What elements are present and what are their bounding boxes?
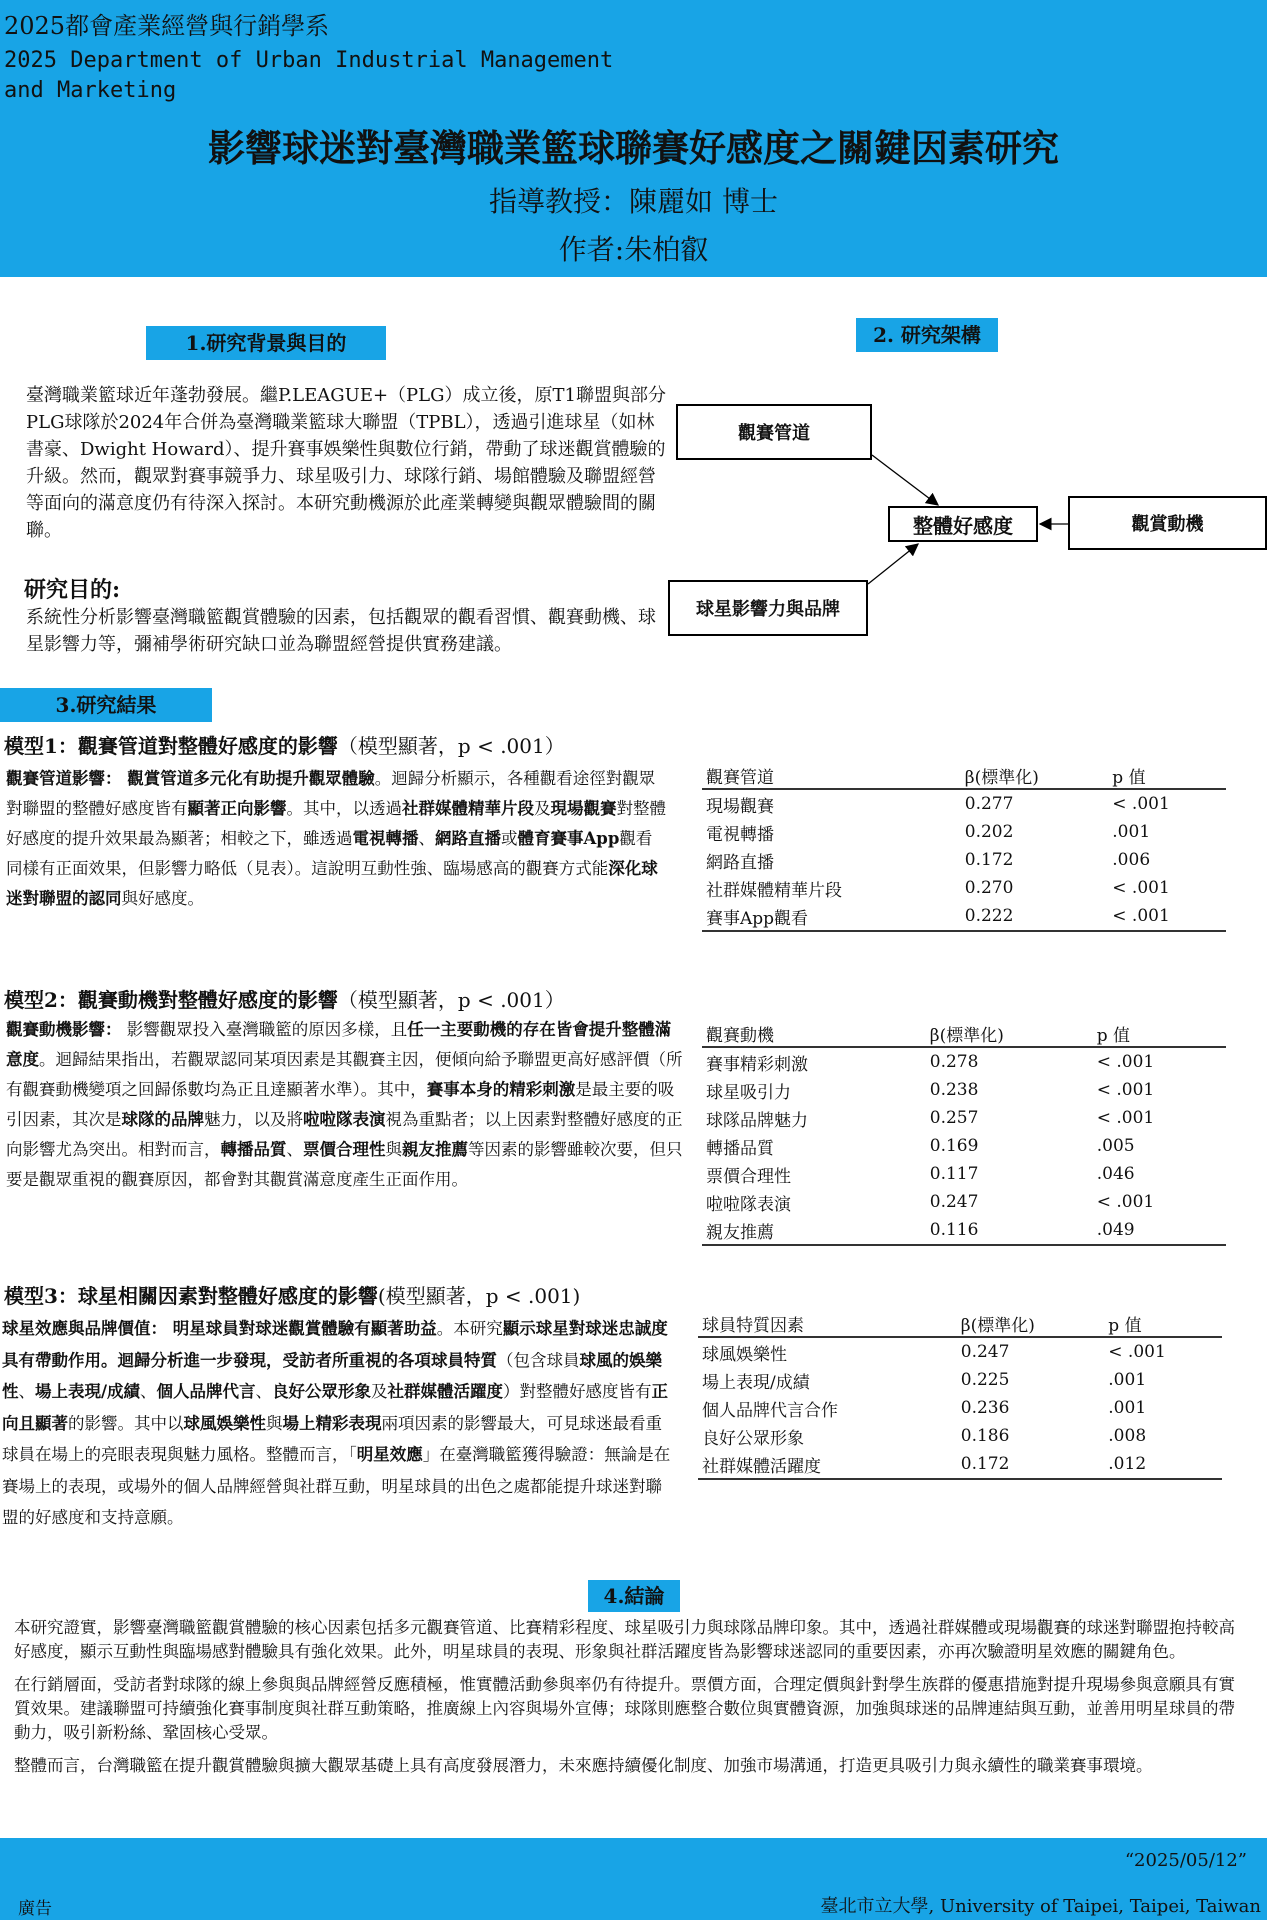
- model2-emph: 親友推薦: [402, 1140, 468, 1159]
- table-cell: < .001: [1108, 1342, 1166, 1362]
- model1-emph: 網路直播: [435, 829, 501, 848]
- table-cell: 場上表現/成績: [702, 1372, 810, 1393]
- table-header-cell: p 值: [1093, 1020, 1226, 1047]
- framework-box-motivation: 觀賞動機: [1068, 496, 1267, 550]
- model2-text-span: 與: [385, 1140, 402, 1159]
- model3-emph: 球風的娛樂性: [2, 1350, 662, 1401]
- conclusion-body: [14, 1616, 1250, 1787]
- table-cell: 0.172: [964, 850, 1014, 870]
- arrow-channel-to-overall: [872, 455, 938, 505]
- model3-text-span: 與: [266, 1413, 283, 1433]
- table-cell: 良好公眾形象: [702, 1428, 804, 1449]
- model2-text-span: 魅力，以及將: [204, 1110, 303, 1129]
- model3-emph: 球風娛樂性: [183, 1413, 266, 1433]
- model3-emph: 場上精彩表現: [282, 1413, 382, 1433]
- model3-text-span: 」在臺灣職籃獲得驗證：無論是在賽場上的表現，或場外的個人品牌經營與社群互動，明星球員的出色之處都能提升球迷對聯盟的好感度和支持意願。: [2, 1445, 671, 1527]
- table-cell: .046: [1096, 1164, 1135, 1184]
- model1-emph: 現場觀賽: [550, 799, 617, 818]
- table-cell: 賽事精彩刺激: [706, 1054, 808, 1075]
- table-header-cell: β(標準化): [926, 1020, 1093, 1047]
- poster-title: 影響球迷對臺灣職業籃球聯賽好感度之關鍵因素研究: [208, 126, 1059, 170]
- table-cell: 0.222: [961, 902, 1109, 931]
- model3-text-span: ）對整體好感度皆有: [503, 1382, 652, 1401]
- model1-claim: 觀賞管道多元化有助提升觀眾體驗: [121, 769, 375, 788]
- model1-emph: 深化球迷對聯盟的認同: [6, 859, 658, 908]
- model3-table: [698, 1310, 1222, 1480]
- table-header-cell: β(標準化): [957, 1310, 1105, 1337]
- table-cell: 0.172: [957, 1450, 1105, 1479]
- table-cell: 0.277: [964, 794, 1014, 814]
- model1-emph: 顯著正向影響: [187, 799, 287, 818]
- table-header-cell: β(標準化): [961, 762, 1109, 789]
- model1-text: [6, 764, 666, 914]
- department-zh: 2025都會產業經營與行銷學系: [4, 12, 330, 40]
- table-row: [698, 1394, 1222, 1422]
- table-cell: < .001: [1112, 878, 1170, 898]
- table-cell: 球風娛樂性: [702, 1344, 787, 1365]
- table-row: [702, 789, 1226, 818]
- table-cell: 社群媒體精華片段: [706, 880, 842, 901]
- model2-table: [702, 1020, 1226, 1246]
- model3-text-span: 兩項因素的影響最大，可見球迷最看重球員在場上的亮眼表現與魅力風格。整體而言，「: [2, 1413, 662, 1464]
- table-row: [702, 902, 1226, 931]
- model3-text-span: 、: [255, 1382, 273, 1401]
- framework-box-overall-favorability: 整體好感度: [888, 506, 1038, 542]
- table-cell: < .001: [1096, 1052, 1155, 1072]
- table-row: [698, 1366, 1222, 1394]
- table-row: [702, 1188, 1226, 1216]
- table-cell: 電視轉播: [706, 824, 774, 845]
- model3-emph: 社群媒體活躍度: [387, 1382, 504, 1401]
- department-en: 2025 Department of Urban Industrial Management and Marketing: [4, 48, 614, 103]
- table-cell: 親友推薦: [702, 1216, 926, 1245]
- model3-emph: 場上表現/成績: [35, 1382, 141, 1401]
- model2-emph: 啦啦隊表演: [303, 1110, 386, 1129]
- table-cell: 0.238: [929, 1080, 979, 1100]
- table-cell: 0.169: [929, 1136, 979, 1156]
- model1-emph: 電視轉播: [352, 829, 419, 848]
- table-cell: 啦啦隊表演: [706, 1194, 791, 1215]
- model3-text: [2, 1313, 678, 1534]
- table-cell: 0.225: [960, 1370, 1010, 1390]
- author: 作者:朱柏叡: [558, 233, 709, 266]
- table-row: [702, 874, 1226, 902]
- table-row: [702, 846, 1226, 874]
- table-cell: 票價合理性: [706, 1166, 791, 1187]
- table-row: [698, 1450, 1222, 1479]
- model3-emph: 良好公眾形象: [272, 1382, 372, 1401]
- model3-text-span: 的影響。其中以: [68, 1413, 184, 1433]
- model3-text-span: 、: [140, 1382, 157, 1401]
- aim-paragraph: 系統性分析影響臺灣職籃觀賞體驗的因素，包括觀眾的觀看習慣、觀賽動機、球星影響力等，彌補學術研究缺口並為聯盟經營提供實務建議。: [26, 607, 656, 655]
- table-cell: .001: [1108, 1398, 1147, 1418]
- model3-note: (模型顯著，p < .001): [377, 1284, 581, 1308]
- section-heading-conclusion: 4.結論: [588, 1580, 680, 1612]
- table-header-cell: p 值: [1108, 762, 1226, 789]
- table-cell: 0.247: [960, 1342, 1010, 1362]
- table-cell: 賽事App觀看: [702, 902, 961, 931]
- table-row: [702, 1160, 1226, 1188]
- section-heading-results: 3.研究結果: [0, 688, 212, 722]
- model1-text-span: 或: [501, 829, 518, 848]
- advisor: 指導教授：陳麗如 博士: [489, 185, 778, 218]
- table-cell: 轉播品質: [706, 1138, 774, 1159]
- table-cell: 現場觀賽: [706, 796, 774, 817]
- model1-emph: 社群媒體精華片段: [402, 799, 534, 818]
- model1-text-span: 及: [534, 799, 551, 818]
- aim-heading: 研究目的:: [24, 577, 121, 603]
- conclusion-paragraph: 在行銷層面，受訪者對球隊的線上參與與品牌經營反應積極，惟實體活動參與率仍有待提升。票價方面，合理定價與針對學生族群的優惠措施對提升現場參與意願具有實質效果。建議聯盟可持續強化賽事制度與社群互動策略，推廣線上內容與場外宣傳；球隊則應整合數位與實體資源，加強與球迷的品牌連結與互動，並善用明星球員的帶動力，吸引新粉絲、鞏固核心受眾。: [14, 1675, 1235, 1742]
- model3-text-span: 。本研究: [436, 1319, 503, 1338]
- framework-box-channel: 觀賽管道: [676, 404, 872, 460]
- conclusion-paragraph: 本研究證實，影響臺灣職籃觀賞體驗的核心因素包括多元觀賽管道、比賽精彩程度、球星吸引力與球隊品牌印象。其中，透過社群媒體或現場觀賽的球迷對聯盟抱持較高好感度，顯示互動性與臨場感對體驗具有強化效果。此外，明星球員的表現、形象與社群活躍度皆為影響球迷認同的重要因素，亦再次驗證明星效應的關鍵角色。: [14, 1618, 1235, 1661]
- footer-university: 臺北市立大學, University of Taipei, Taipei, Taiwan: [820, 1896, 1261, 1917]
- model2-lead: 觀賽動機影響：: [6, 1020, 122, 1039]
- model3-claim: 明星球員對球迷觀賞體驗有顯著助益: [167, 1319, 437, 1338]
- table-cell: 個人品牌代言合作: [702, 1400, 838, 1421]
- table-cell: 網路直播: [706, 852, 774, 873]
- table-header-row: [698, 1310, 1222, 1337]
- model2-text-span: 視為重點者；以上因素對整體好感度的正向影響尤為突出。相對而言，: [6, 1110, 683, 1159]
- table-cell: .001: [1112, 822, 1151, 842]
- table-cell: 球星吸引力: [706, 1082, 791, 1103]
- table-cell: 0.186: [960, 1426, 1010, 1446]
- model1-text-span: 。其中，以透過: [286, 799, 402, 818]
- table-cell: < .001: [1096, 1108, 1155, 1128]
- model3-text-span: （包含球員: [497, 1350, 580, 1370]
- table-cell: < .001: [1108, 902, 1226, 931]
- model2-text-span: 影響觀眾投入臺灣職籃的原因多樣，且: [121, 1020, 408, 1039]
- footer-date: “2025/05/12”: [1124, 1850, 1247, 1871]
- model3-emph: 顯示球星對球迷忠誠度具有帶動作用。迴歸分析進一步發現，受訪者所重視的各項球員特質: [2, 1319, 668, 1370]
- table-cell: < .001: [1112, 794, 1170, 814]
- table-row: [702, 1104, 1226, 1132]
- model3-lead: 球星效應與品牌價值：: [2, 1319, 167, 1338]
- model3-emph: 明星效應: [356, 1445, 423, 1464]
- model3-heading: [4, 1280, 580, 1309]
- model2-emph: 票價合理性: [303, 1140, 386, 1159]
- footer-ad-label: 廣告: [18, 1899, 52, 1919]
- table-cell: < .001: [1096, 1080, 1155, 1100]
- table-row: [702, 1216, 1226, 1245]
- framework-box-star-influence: 球星影響力與品牌: [668, 580, 868, 636]
- model2-emph: 賽事本身的精彩刺激: [426, 1080, 576, 1099]
- model2-title: 模型2：觀賽動機對整體好感度的影響: [4, 988, 338, 1012]
- table-cell: 社群媒體活躍度: [698, 1450, 957, 1479]
- model2-emph: 任一主要動機的存在皆會提升整體滿意度: [6, 1020, 672, 1069]
- table-cell: 0.257: [929, 1108, 979, 1128]
- table-cell: .005: [1096, 1136, 1135, 1156]
- table-cell: 0.236: [960, 1398, 1010, 1418]
- table-row: [698, 1422, 1222, 1450]
- background-paragraph: 臺灣職業籃球近年蓬勃發展。繼P.LEAGUE+（PLG）成立後，原T1聯盟與部分PLG球隊於2024年合併為臺灣職業籃球大聯盟（TPBL），透過引進球星（如林書豪、Dwight Howard）、提升賽事娛樂性與數位行銷，帶動了球迷觀賞體驗的升級。然而，觀眾對賽事競爭力、球星吸引力、球隊行銷、場館體驗及聯盟經營等面向的滿意度仍有待深入探討。本研究動機源於此產業轉變與觀眾體驗間的關聯。: [26, 385, 666, 541]
- table-cell: 0.247: [929, 1192, 979, 1212]
- table-header-cell: p 值: [1104, 1310, 1222, 1337]
- table-cell: .008: [1108, 1426, 1147, 1446]
- model1-text-span: 、: [418, 829, 435, 848]
- model3-title: 模型3：球星相關因素對整體好感度的影響: [4, 1284, 378, 1308]
- arrow-star-to-overall: [868, 544, 918, 584]
- table-cell: .012: [1104, 1450, 1222, 1479]
- table-row: [702, 1047, 1226, 1076]
- model2-emph: 轉播品質: [220, 1140, 287, 1159]
- conclusion-paragraph: 整體而言，台灣職籃在提升觀賞體驗與擴大觀眾基礎上具有高度發展潛力，未來應持續優化制度、加強市場溝通，打造更具吸引力與永續性的職業賽事環境。: [14, 1756, 1153, 1775]
- model1-heading: [4, 730, 565, 759]
- table-cell: .001: [1108, 1370, 1147, 1390]
- model3-text-span: 及: [371, 1382, 388, 1401]
- table-cell: .006: [1112, 850, 1151, 870]
- model1-text-span: 觀看同樣有正面效果，但影響力略低（見表）。這說明互動性強、臨場感高的觀賽方式能: [6, 829, 653, 878]
- table-header-row: [702, 1020, 1226, 1047]
- model1-lead: 觀賽管道影響：: [6, 769, 122, 788]
- model1-emph: 體育賽事App: [517, 829, 620, 848]
- table-row: [698, 1337, 1222, 1366]
- table-header-row: [702, 762, 1226, 789]
- table-cell: 0.270: [964, 878, 1014, 898]
- section-heading-framework: 2. 研究架構: [856, 318, 998, 352]
- table-row: [702, 1076, 1226, 1104]
- model2-text-span: 是最主要的吸引因素，其次是: [6, 1080, 675, 1129]
- model1-text-span: 與好感度。: [121, 889, 204, 908]
- table-header-cell: 球員特質因素: [698, 1310, 957, 1337]
- model2-emph: 球隊的品牌: [121, 1110, 204, 1129]
- table-row: [702, 818, 1226, 846]
- table-cell: .049: [1093, 1216, 1226, 1245]
- model1-text-span: 。迴歸分析顯示，各種觀看途徑對觀眾對聯盟的整體好感度皆有: [6, 769, 656, 818]
- model1-note: （模型顯著，p < .001）: [337, 734, 565, 758]
- table-cell: 0.202: [964, 822, 1014, 842]
- model2-heading: [4, 984, 565, 1013]
- model1-title: 模型1：觀賽管道對整體好感度的影響: [4, 734, 338, 758]
- model1-table: [702, 762, 1226, 932]
- table-cell: < .001: [1096, 1192, 1155, 1212]
- model2-text: [6, 1015, 686, 1195]
- section-heading-background: 1.研究背景與目的: [146, 326, 386, 360]
- table-header-cell: 觀賽管道: [702, 762, 961, 789]
- model2-note: （模型顯著，p < .001）: [337, 988, 565, 1012]
- table-cell: 0.117: [929, 1164, 979, 1184]
- framework-arrows: [0, 0, 1267, 700]
- model3-text-span: 、: [18, 1382, 35, 1401]
- table-header-cell: 觀賽動機: [702, 1020, 926, 1047]
- model2-text-span: 等因素的影響雖較次要，但只要是觀眾重視的觀賽原因，都會對其觀賞滿意度產生正面作用。: [6, 1140, 683, 1189]
- table-cell: 球隊品牌魅力: [706, 1110, 808, 1131]
- model3-emph: 正向且顯著: [2, 1382, 669, 1433]
- model2-text-span: 、: [286, 1140, 303, 1159]
- table-row: [702, 1132, 1226, 1160]
- model3-emph: 個人品牌代言: [156, 1382, 256, 1401]
- model1-text-span: 對整體好感度的提升效果最為顯著；相較之下，雖透過: [6, 799, 666, 848]
- table-cell: 0.116: [926, 1216, 1093, 1245]
- table-cell: 0.278: [929, 1052, 979, 1072]
- model2-text-span: 。迴歸結果指出，若觀眾認同某項因素是其觀賽主因，便傾向給予聯盟更高好感評價（所有觀賽動機變項之回歸係數均為正且達顯著水準）。其中，: [6, 1050, 683, 1099]
